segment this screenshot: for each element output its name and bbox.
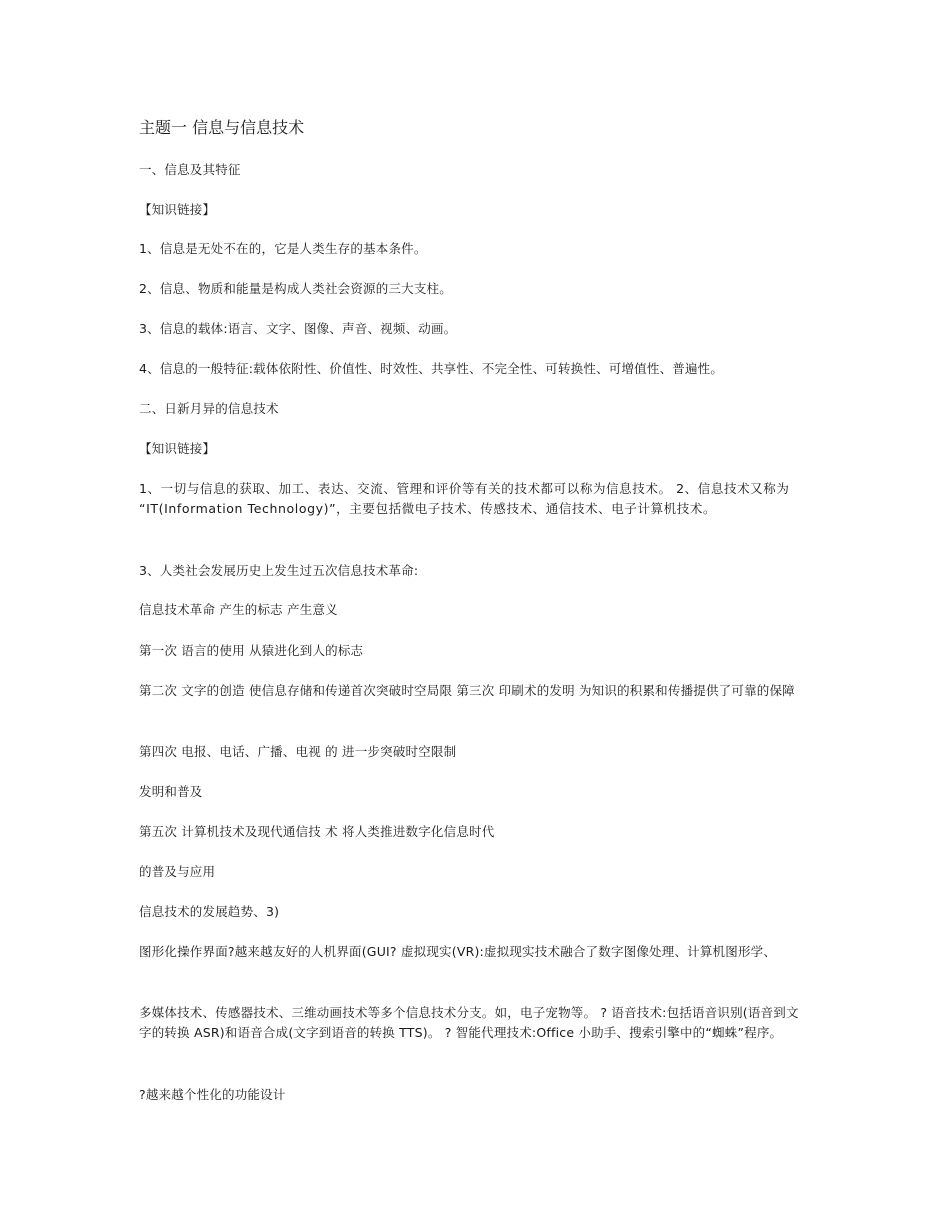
knowledge-link-label-2: 【知识链接】 <box>139 441 216 456</box>
page-title: 主题一 信息与信息技术 <box>139 118 305 137</box>
paragraph-9: 多媒体技术、传感器技术、三维动画技术等多个信息技术分支。如，电子宠物等。 ? 语音技术:包括语音识别(语音到文字的转换 ASR)和语音合成(文字到语音的转换 TTS)。 ? 智能代理技术:Office 小助手、搜索引擎中的“蜘蛛”程序。 <box>139 1005 799 1040</box>
table-row-2-3: 第二次 文字的创造 使信息存储和传递首次突破时空局限 第三次 印刷术的发明 为知识的积累和传播提供了可靠的保障 <box>139 683 795 698</box>
paragraph-10: ?越来越个性化的功能设计 <box>139 1087 286 1102</box>
paragraph-2: 2、信息、物质和能量是构成人类社会资源的三大支柱。 <box>139 281 452 296</box>
section-heading-1: 一、信息及其特征 <box>139 162 241 177</box>
paragraph-4: 4、信息的一般特征:载体依附性、价值性、时效性、共享性、不完全性、可转换性、可增值性、普遍性。 <box>139 361 724 376</box>
table-row-4-cont: 发明和普及 <box>139 784 203 799</box>
paragraph-8: 图形化操作界面?越来越友好的人机界面(GUI? 虚拟现实(VR):虚拟现实技术融合了数字图像处理、计算机图形学、 <box>139 944 777 959</box>
paragraph-7: 信息技术的发展趋势、3) <box>139 904 280 919</box>
table-row-4: 第四次 电报、电话、广播、电视 的 进一步突破时空限制 <box>139 744 457 759</box>
table-row-1: 第一次 语言的使用 从猿进化到人的标志 <box>139 643 364 658</box>
paragraph-6: 3、人类社会发展历史上发生过五次信息技术革命: <box>139 563 419 578</box>
table-row-5: 第五次 计算机技术及现代通信技 术 将人类推进数字化信息时代 <box>139 824 495 839</box>
section-heading-2: 二、日新月异的信息技术 <box>139 401 279 416</box>
table-header-line: 信息技术革命 产生的标志 产生意义 <box>139 602 338 617</box>
table-row-5-cont: 的普及与应用 <box>139 864 216 879</box>
paragraph-3: 3、信息的载体:语言、文字、图像、声音、视频、动画。 <box>139 321 457 336</box>
paragraph-5: 1、一切与信息的获取、加工、表达、交流、管理和评价等有关的技术都可以称为信息技术。 2、信息技术又称为 “IT(Information Technology)”，主要包括微电子技术、传感技术、通信技术、电子计算机技术。 <box>139 481 790 516</box>
paragraph-1: 1、信息是无处不在的，它是人类生存的基本条件。 <box>139 241 427 256</box>
knowledge-link-label-1: 【知识链接】 <box>139 202 216 217</box>
